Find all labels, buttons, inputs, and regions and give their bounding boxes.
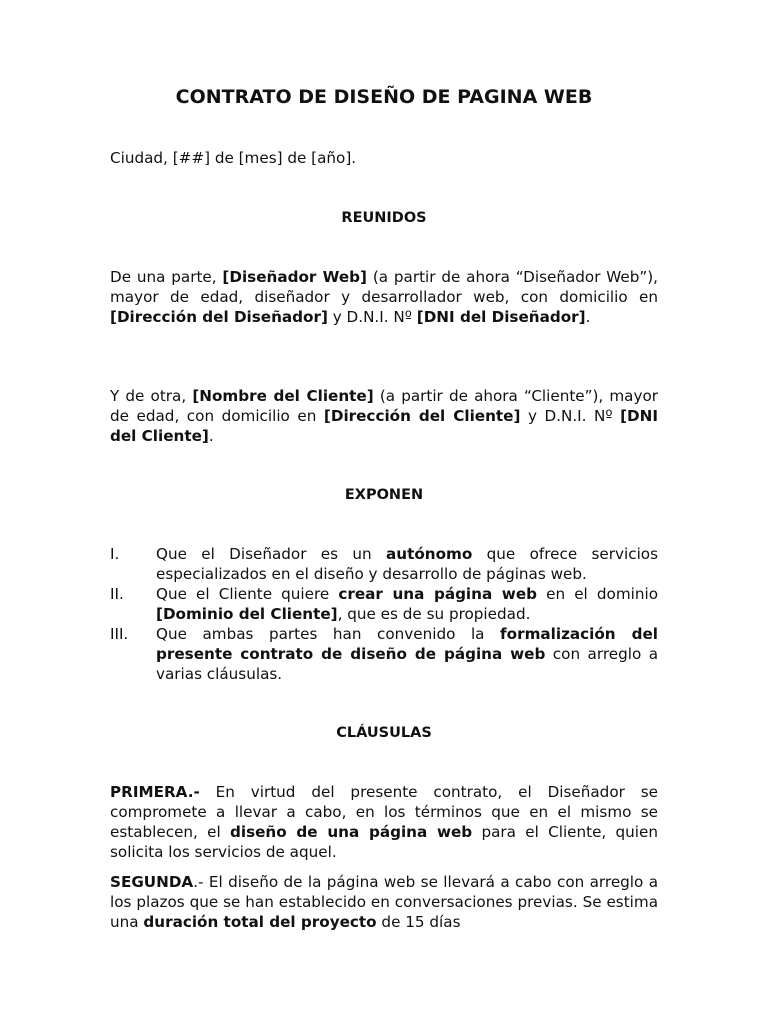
client-address-placeholder: [Dirección del Cliente] xyxy=(323,407,521,425)
date-line: Ciudad, [##] de [mes] de [año]. xyxy=(110,149,357,167)
list-item: II. Que el Cliente quiere crear una página web en el dominio [Dominio del Cliente], que es de su propiedad. xyxy=(110,585,658,623)
designer-name-placeholder: [Diseñador Web] xyxy=(222,268,367,286)
document-title: CONTRATO DE DISEÑO DE PAGINA WEB xyxy=(175,86,593,108)
party-designer-paragraph: De una parte, [Diseñador Web] (a partir de ahora “Diseñador Web”), mayor de edad, diseñador y desarrollador web, con domicilio en [Dirección del Diseñador] y D.N.I. Nº [DNI del Diseñador]. xyxy=(110,268,659,326)
clause-segunda: SEGUNDA.- El diseño de la página web se llevará a cabo con arreglo a los plazos que se han establecido en conversaciones previas. Se estima una duración total del proyecto de 15 días xyxy=(110,873,658,931)
clause-label: PRIMERA.- xyxy=(110,783,200,801)
clause-primera: PRIMERA.- En virtud del presente contrato, el Diseñador se compromete a llevar a cabo, en los términos que en el mismo se establecen, el diseño de una página web para el Cliente, quien solicita los servicios de aquel. xyxy=(110,783,658,861)
list-item: III. Que ambas partes han convenido la formalización del presente contrato de diseño de página web con arreglo a varias cláusulas. xyxy=(110,625,659,683)
client-name-placeholder: [Nombre del Cliente] xyxy=(192,387,374,405)
client-dni-placeholder: [DNI del Cliente] xyxy=(110,407,658,445)
list-item: I. Que el Diseñador es un autónomo que ofrece servicios especializados en el diseño y desarrollo de páginas web. xyxy=(110,545,658,583)
list-number: I. xyxy=(110,545,120,563)
party-client-paragraph: Y de otra, [Nombre del Cliente] (a partir de ahora “Cliente”), mayor de edad, con domicilio en [Dirección del Cliente] y D.N.I. Nº [DNI del Cliente]. xyxy=(110,387,659,445)
clause-label: SEGUNDA xyxy=(110,873,194,891)
heading-exponen: EXPONEN xyxy=(344,487,424,503)
designer-address-placeholder: [Dirección del Diseñador] xyxy=(110,308,328,326)
heading-reunidos: REUNIDOS xyxy=(341,210,427,226)
designer-dni-placeholder: [DNI del Diseñador] xyxy=(416,308,586,326)
heading-clausulas: CLÁUSULAS xyxy=(336,725,432,741)
exponen-list xyxy=(110,544,658,684)
list-number: III. xyxy=(110,625,129,643)
list-number: II. xyxy=(110,585,124,603)
